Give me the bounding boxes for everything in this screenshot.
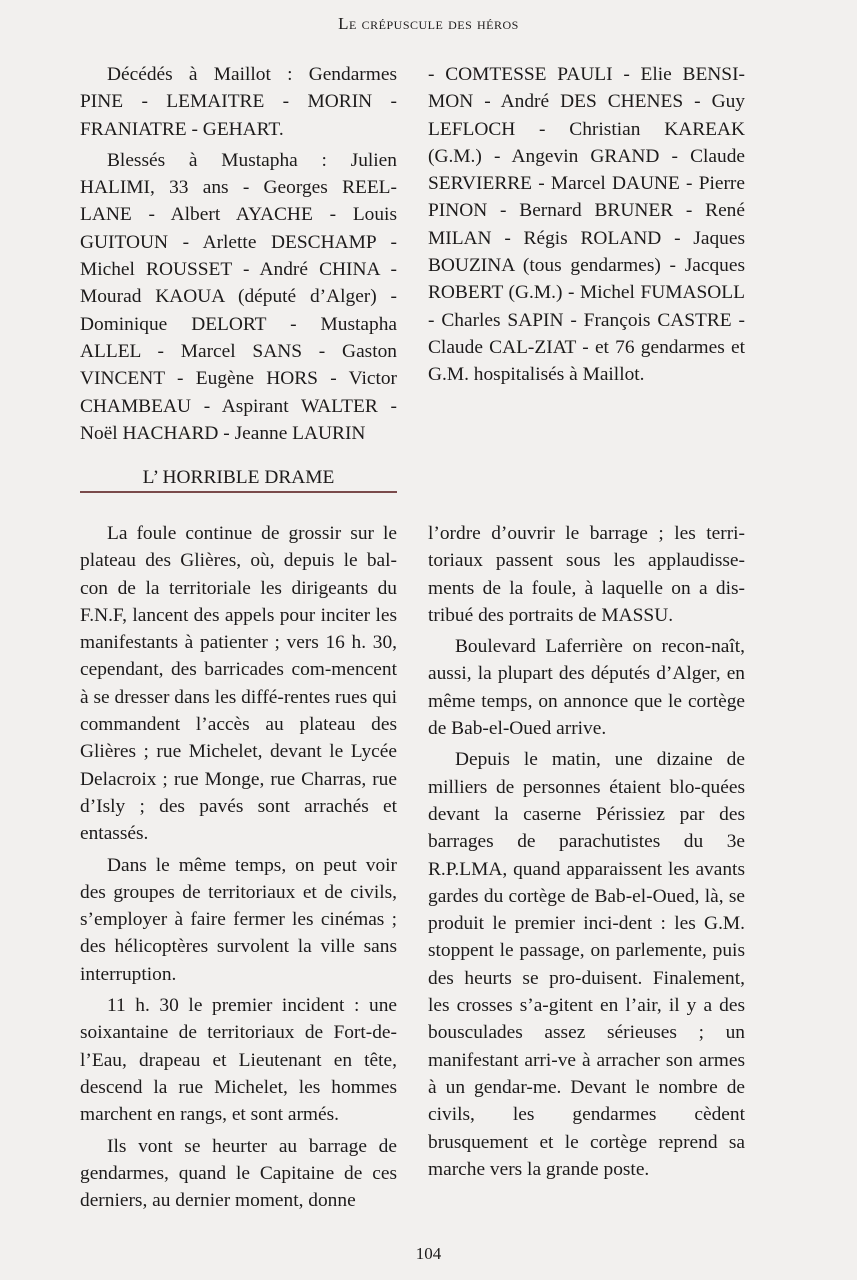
paragraph: Depuis le matin, une dizaine de milliers de personnes étaient blo-quées devant la caserne Périssiez par des barrages de parachutistes du 3e R.P.LMA, quand apparaissent les avants gardes du cortège de Bab-el-Oued, là, se produit le premier inci-dent : les G.M. stoppent le passage, on parlemente, puis des heurts se pro-duisent. Finalement, les crosses s’a-gitent en l’air, il y a des bousculades assez sérieuses ; un manifestant arri-ve à arracher son armes à un gendar-me. Devant le nombre de civils, les gendarmes cèdent brusquement et le cortège reprend sa marche vers la grande poste. bbox=[428, 749, 745, 1180]
right-column-bottom bbox=[428, 520, 745, 1183]
running-head: Le crépuscule des héros bbox=[338, 14, 519, 33]
paragraph: La foule continue de grossir sur le plateau des Glières, où, depuis le bal-con de la territoriale les dirigeants du F.N.F, lancent des appels pour inciter les manifestants à patienter ; vers 16 h. 30, cependant, des barricades com-mencent à se dresser dans les diffé-rentes rues qui commandent l’accès au plateau des Glières ; rue Michelet, devant le Lycée Delacroix ; rue Monge, rue Charras, rue d’Isly ; des pavés sont arrachés et entassés. bbox=[80, 523, 397, 845]
paragraph: Ils vont se heurter au barrage de gendarmes, quand le Capitaine de ces derniers, au dernier moment, donne bbox=[80, 1135, 397, 1212]
left-column-top bbox=[80, 61, 397, 447]
right-column-top bbox=[428, 61, 745, 389]
left-column-bottom bbox=[80, 520, 397, 1214]
section-rule bbox=[80, 491, 397, 493]
paragraph: 11 h. 30 le premier incident : une soixantaine de territoriaux de Fort-de-l’Eau, drapeau et Lieutenant en tête, descend la rue Michelet, les hommes marchent en rangs, et sont armés. bbox=[80, 995, 397, 1126]
section-heading: L’ HORRIBLE DRAME bbox=[142, 467, 335, 488]
paragraph: Décédés à Maillot : Gendarmes PINE - LEMAITRE - MORIN - FRANIATRE - GEHART. bbox=[80, 64, 397, 140]
paragraph: Boulevard Laferrière on recon-naît, aussi, la plupart des députés d’Alger, en même temps, on annonce que le cortège de Bab-el-Oued arrive. bbox=[428, 636, 745, 740]
paragraph: Dans le même temps, on peut voir des groupes de territoriaux et de civils, s’employer à faire fermer les cinémas ; des hélicoptères survolent la ville sans interruption. bbox=[80, 854, 397, 985]
paragraph: l’ordre d’ouvrir le barrage ; les terri-toriaux passent sous les applaudisse-ments de la foule, à laquelle on a dis-tribué des portraits de MASSU. bbox=[428, 523, 745, 626]
paragraph: - COMTESSE PAULI - Elie BENSI-MON - André DES CHENES - Guy LEFLOCH - Christian KAREAK (G.M.) - Angevin GRAND - Claude SERVIERRE - Marcel DAUNE - Pierre PINON - Bernard BRUNER - René MILAN - Régis ROLAND - Jaques BOUZINA (tous gendarmes) - Jacques ROBERT (G.M.) - Michel FUMASOLL - Charles SAPIN - François CASTRE - Claude CAL-ZIAT - et 76 gendarmes et G.M. hospitalisés à Maillot. bbox=[428, 64, 745, 386]
page-number: 104 bbox=[415, 1244, 442, 1263]
paragraph: Blessés à Mustapha : Julien HALIMI, 33 ans - Georges REEL-LANE - Albert AYACHE - Louis GUITOUN - Arlette DESCHAMP - Michel ROUSSET - André CHINA - Mourad KAOUA (député d’Alger) - Dominique DELORT - Mustapha ALLEL - Marcel SANS - Gaston VINCENT - Eugène HORS - Victor CHAMBEAU - Aspirant WALTER - Noël HACHARD - Jeanne LAURIN bbox=[80, 149, 397, 444]
